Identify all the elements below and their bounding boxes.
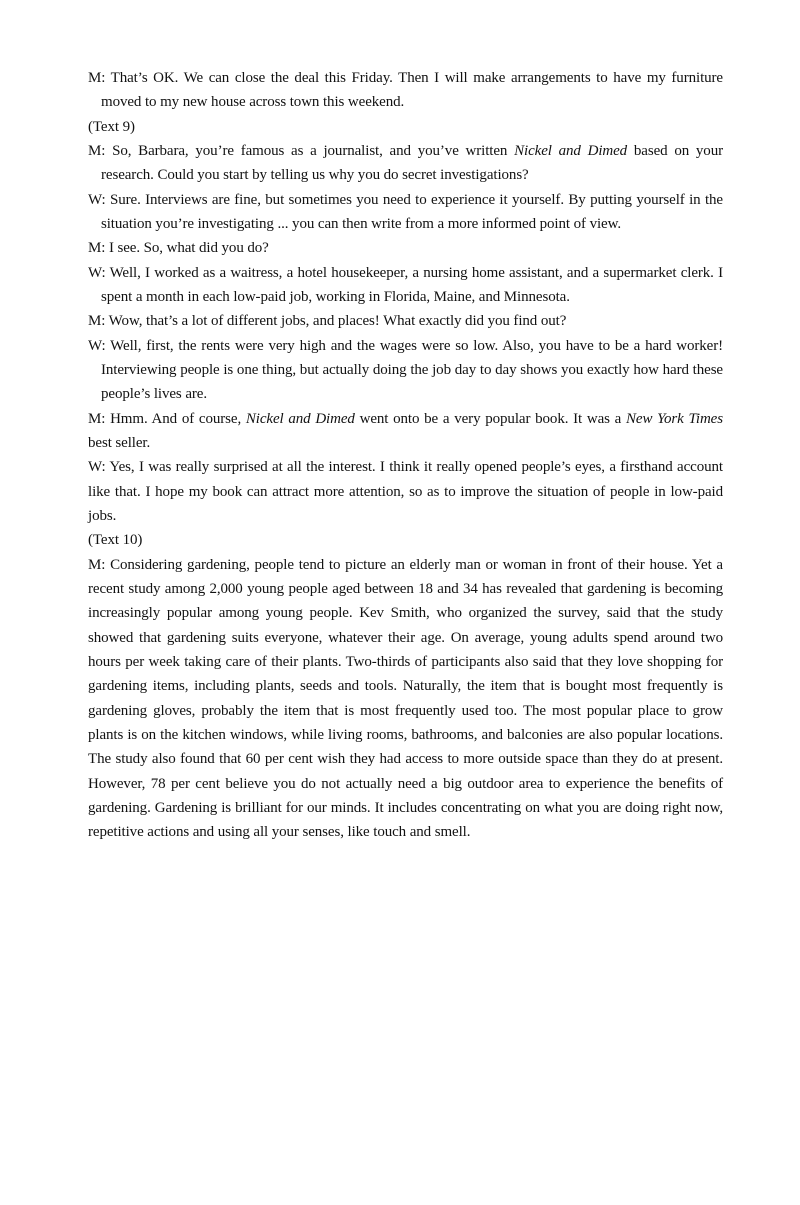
transcript-paragraph <box>88 309 723 333</box>
text-section-label <box>88 528 723 552</box>
text-run: M: Hmm. And of course, <box>88 410 246 427</box>
transcript-paragraph <box>88 66 723 115</box>
text-run: (Text 10) <box>88 532 143 549</box>
text-run: M: Wow, that’s a lot of different jobs, and places! What exactly did you find out? <box>88 313 567 330</box>
text-run: (Text 9) <box>88 118 135 135</box>
text-run: W: Sure. Interviews are fine, but sometimes you need to experience it yourself. By putting yourself in the situation you’re investigating ... you can then write from a more informed point of view. <box>88 191 723 232</box>
transcript-paragraph <box>88 407 723 456</box>
text-run: M: So, Barbara, you’re famous as a journalist, and you’ve written <box>88 142 515 159</box>
text-run: went onto be a very popular book. It was a <box>354 410 626 427</box>
transcript-paragraph <box>88 188 723 237</box>
italic-title-run: Nickel and Dimed <box>514 142 628 159</box>
transcript-paragraph <box>88 139 723 188</box>
italic-title-run: New York Times <box>626 410 723 427</box>
text-run: best seller. <box>88 434 151 451</box>
text-run: M: Considering gardening, people tend to picture an elderly man or woman in front of their house. Yet a recent study among 2,000 young people aged between 18 and 34 has revealed that gardening is becoming increasingly popular among young people. Kev Smith, who organized the survey, said that the study showed that gardening suits everyone, whatever their age. On average, young adults spend around two hours per week taking care of their plants. Two-thirds of participants also said that they love shopping for gardening items, including plants, seeds and tools. Naturally, the item that is bought most frequently is gardening gloves, probably the item that is most frequently used too. The most popular place to grow plants is on the kitchen windows, while living rooms, bathrooms, and balconies are also popular locations. The study also found that 60 per cent wish they had access to more outside space than they do at present. However, 78 per cent believe you do not actually need a big outdoor area to experience the benefits of gardening. Gardening is brilliant for our minds. It includes concentrating on what you are doing right now, repetitive actions and using all your senses, like touch and smell. <box>88 556 723 841</box>
text-run: based on your research. Could you start by telling us why you do secret investigations? <box>101 142 723 184</box>
text-run: W: Yes, I was really surprised at all the interest. I think it really opened people’s eyes, a firsthand account like that. I hope my book can attract more attention, so as to improve the situation of people in low-paid jobs. <box>88 459 723 524</box>
transcript-paragraph <box>88 553 723 845</box>
transcript-paragraph <box>88 455 723 528</box>
transcript-paragraph <box>88 334 723 407</box>
transcript-paragraph <box>88 236 723 260</box>
text-run: M: That’s OK. We can close the deal this Friday. Then I will make arrangements to have my furniture moved to my new house across town this weekend. <box>88 70 723 111</box>
text-run: W: Well, I worked as a waitress, a hotel housekeeper, a nursing home assistant, and a supermarket clerk. I spent a month in each low-paid job, working in Florida, Maine, and Minnesota. <box>88 264 723 305</box>
italic-title-run: Nickel and Dimed <box>245 410 355 427</box>
text-run: W: Well, first, the rents were very high and the wages were so low. Also, you have to be a hard worker! Interviewing people is one thing, but actually doing the job day to day shows you exactly how hard these people’s lives are. <box>88 337 723 403</box>
transcript-body <box>88 66 723 845</box>
transcript-paragraph <box>88 261 723 310</box>
text-section-label <box>88 115 723 139</box>
text-run: M: I see. So, what did you do? <box>88 240 269 257</box>
